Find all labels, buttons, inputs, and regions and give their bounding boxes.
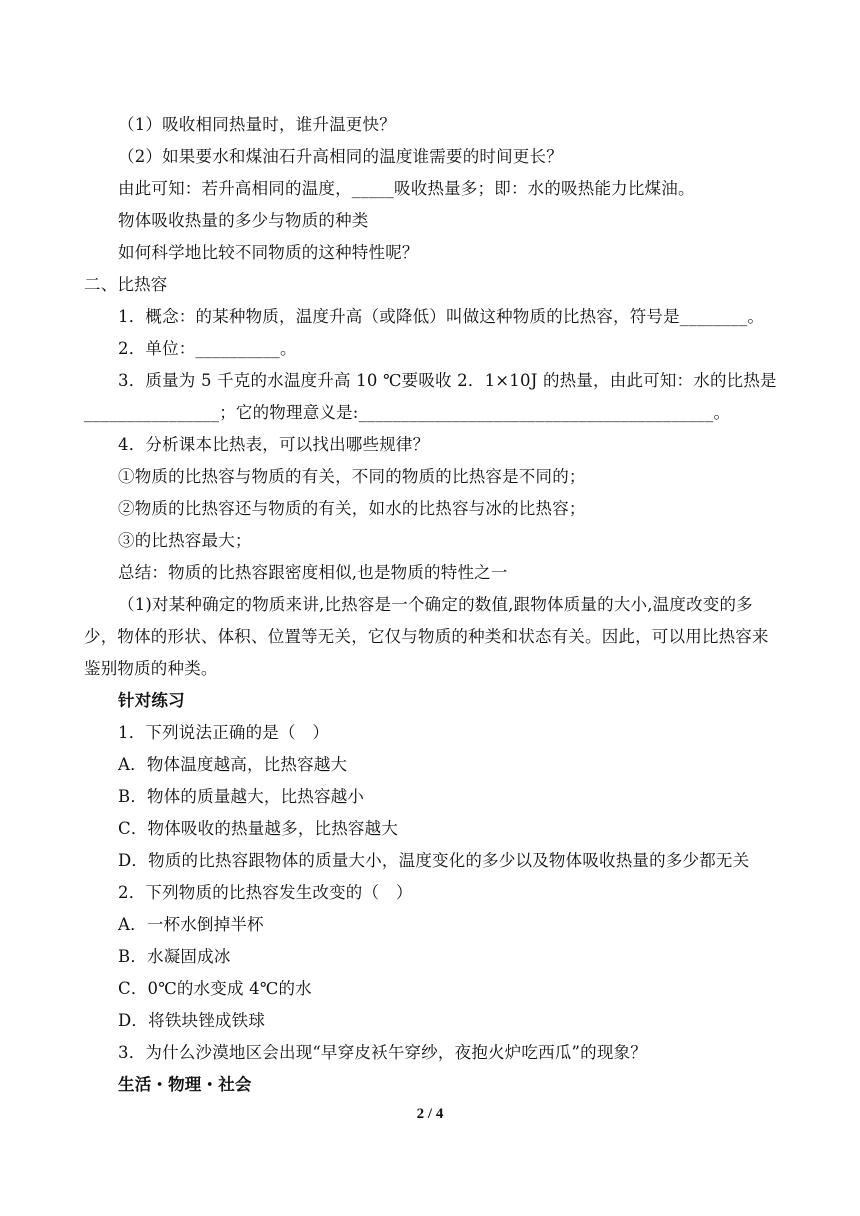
option-a: A．物体温度越高，比热容越大 [118, 755, 348, 774]
section-heading: 二、比热容 [84, 275, 168, 294]
text-line: 1．概念：的某种物质，温度升高（或降低）叫做这种物质的比热容，符号是________。 [118, 307, 765, 326]
text-line: 物体吸收热量的多少与物质的种类 [118, 211, 369, 230]
text-line: 2．单位：__________。 [118, 339, 297, 358]
text-line: 鉴别物质的种类。 [84, 659, 218, 678]
text-line: ③的比热容最大； [118, 531, 252, 550]
text-line: （1)对某种确定的物质来讲,比热容是一个确定的数值,跟物体质量的大小,温度改变的多 [118, 595, 753, 614]
text-line: 由此可知：若升高相同的温度，_____吸收热量多；即：水的吸热能力比煤油。 [118, 179, 695, 198]
text-line: ________________；它的物理意义是:__________________________________________。 [84, 403, 731, 422]
option-b: B．物体的质量越大，比热容越小 [118, 787, 365, 806]
text-line: 如何科学地比较不同物质的这种特性呢？ [118, 243, 419, 262]
text-line: 3．质量为 5 千克的水温度升高 10 ℃要吸收 2．1×10J 的热量，由此可知：水的比热是 [118, 371, 777, 390]
text-line: （2）如果要水和煤油石升高相同的温度谁需要的时间更长？ [118, 147, 563, 166]
option-d: D．将铁块锉成铁球 [118, 1011, 266, 1030]
subsection-heading: 生活・物理・社会 [118, 1075, 252, 1094]
option-c: C．物体吸收的热量越多，比热容越大 [118, 819, 399, 838]
subsection-heading: 针对练习 [118, 691, 185, 710]
text-line: 4．分析课本比热表，可以找出哪些规律？ [118, 435, 430, 454]
option-d: D．物质的比热容跟物体的质量大小，温度变化的多少以及物体吸收热量的多少都无关 [118, 851, 750, 870]
option-b: B．水凝固成冰 [118, 947, 231, 966]
text-line: 总结：物质的比热容跟密度相似,也是物质的特性之一 [118, 563, 508, 582]
question-2: 2．下列物质的比热容发生改变的（ ） [118, 883, 413, 902]
text-line: ②物质的比热容还与物质的有关，如水的比热容与冰的比热容； [118, 499, 586, 518]
question-1: 1．下列说法正确的是（ ） [118, 723, 330, 742]
option-c: C．0℃的水变成 4℃的水 [118, 979, 312, 998]
question-3: 3．为什么沙漠地区会出现“早穿皮袄午穿纱，夜抱火炉吃西瓜”的现象？ [118, 1043, 647, 1062]
text-line: 少，物体的形状、体积、位置等无关，它仅与物质的种类和状态有关。因此，可以用比热容来 [84, 627, 769, 646]
page-number: 2 / 4 [416, 1106, 444, 1122]
option-a: A．一杯水倒掉半杯 [118, 915, 264, 934]
text-line: ①物质的比热容与物质的有关，不同的物质的比热容是不同的； [118, 467, 586, 486]
text-line: （1）吸收相同热量时，谁升温更快？ [118, 115, 396, 134]
